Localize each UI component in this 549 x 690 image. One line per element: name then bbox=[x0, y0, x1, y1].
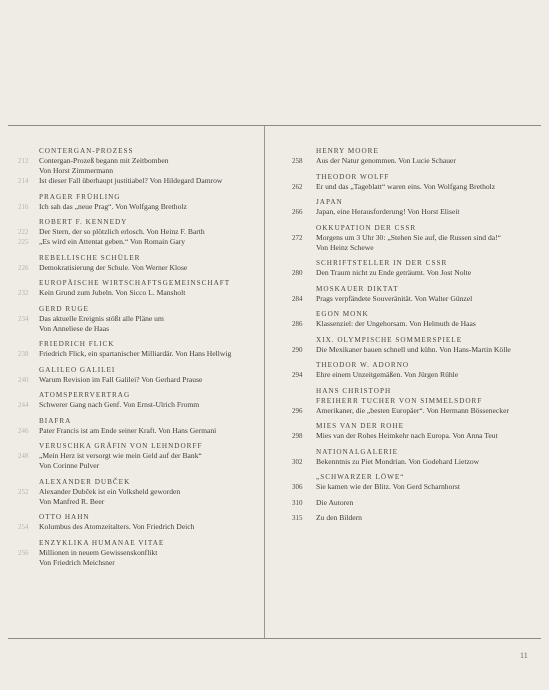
entry-text: Bekenntnis zu Piet Mondrian. Von Godehard Lietzow bbox=[316, 456, 480, 466]
page-ref: 280 bbox=[292, 269, 303, 277]
entry-heading: VERUSCHKA GRÄFIN VON LEHNDORFF bbox=[39, 442, 203, 450]
toc-entry bbox=[266, 513, 546, 523]
entry-text: Mies van der Rohes Heimkehr nach Europa. Von Anna Teut bbox=[316, 431, 498, 440]
entry-line bbox=[0, 288, 262, 298]
toc-entry bbox=[0, 477, 262, 507]
entry-text: Ist dieser Fall überhaupt justitiabel? Von Hildegard Damrow bbox=[39, 176, 223, 185]
page-ref: 248 bbox=[18, 452, 29, 460]
entry-line bbox=[0, 522, 262, 532]
toc-entry bbox=[266, 309, 546, 329]
entry-text: Das aktuelle Ereignis stößt alle Pläne um bbox=[39, 313, 164, 323]
page-ref bbox=[0, 166, 39, 176]
entry-line bbox=[0, 324, 262, 334]
entry-text: Amerikaner, die „besten Europäer“. Von Hermann Bössenecker bbox=[316, 405, 509, 415]
page-ref: 212 bbox=[18, 157, 29, 165]
toc-entry bbox=[266, 258, 546, 278]
toc-entry bbox=[0, 278, 262, 298]
entry-heading: PRAGER FRÜHLING bbox=[39, 192, 121, 201]
entry-text: Von Horst Zimmermann bbox=[39, 166, 114, 175]
entry-line bbox=[266, 268, 546, 278]
page-ref: 290 bbox=[292, 345, 303, 354]
toc-entry bbox=[266, 197, 546, 217]
page-ref: 216 bbox=[18, 202, 29, 211]
page-ref: 240 bbox=[18, 375, 29, 384]
toc-entry bbox=[266, 172, 546, 192]
page-ref: 256 bbox=[18, 548, 29, 557]
entry-text: Ich sah das „neue Prag“. Von Wolfgang Bretholz bbox=[39, 201, 187, 211]
entry-line bbox=[266, 345, 546, 355]
entry-line bbox=[266, 513, 546, 523]
entry-line bbox=[266, 243, 546, 253]
entry-text: Japan, eine Herausforderung! Von Horst Eliseit bbox=[316, 207, 460, 216]
entry-line bbox=[266, 319, 546, 329]
page-ref: 266 bbox=[292, 208, 303, 216]
page-ref: 296 bbox=[292, 406, 303, 415]
entry-heading: JAPAN bbox=[316, 198, 343, 206]
entry-text: Den Traum nicht zu Ende geträumt. Von Jost Nolte bbox=[316, 268, 472, 277]
column-divider bbox=[264, 126, 265, 638]
entry-text: Friedrich Flick, ein spartanischer Milliardär. Von Hans Hellwig bbox=[39, 349, 232, 358]
entry-heading-line2: FREIHERR TUCHER VON SIMMELSDORF bbox=[316, 396, 483, 405]
entry-line bbox=[0, 156, 262, 166]
toc-entry bbox=[266, 498, 546, 508]
entry-heading: HENRY MOORE bbox=[316, 147, 379, 155]
entry-text: Morgens um 3 Uhr 30: „Stehen Sie auf, die Russen sind da!“ bbox=[316, 232, 502, 242]
page-ref: 262 bbox=[292, 182, 303, 191]
entry-text: Der Stern, der so plötzlich erlosch. Von Heinz F. Barth bbox=[39, 227, 205, 236]
entry-heading: BIAFRA bbox=[39, 416, 72, 425]
entry-text: Schwerer Gang nach Genf. Von Ernst-Ulrich Fromm bbox=[39, 400, 200, 409]
entry-heading: FRIEDRICH FLICK bbox=[39, 340, 115, 348]
entry-line bbox=[266, 207, 546, 217]
entry-text: Contergan-Prozeß begann mit Zeitbomben bbox=[39, 156, 169, 165]
toc-entry bbox=[266, 146, 546, 166]
entry-heading: „SCHWARZER LÖWE“ bbox=[316, 473, 405, 481]
toc-entry bbox=[266, 335, 546, 355]
entry-text: Aus der Natur genommen. Von Lucie Schauer bbox=[316, 156, 456, 165]
entry-line bbox=[0, 375, 262, 385]
entry-line bbox=[0, 237, 262, 247]
page-ref: 302 bbox=[292, 457, 303, 466]
entry-line bbox=[266, 498, 546, 508]
entry-heading: THEODOR WOLFF bbox=[316, 172, 390, 181]
page-ref: 272 bbox=[292, 233, 303, 242]
entry-text: Die Mexikaner bauen schnell und kühn. Von Hans-Martin Kölle bbox=[316, 344, 511, 354]
toc-entry bbox=[266, 386, 546, 416]
entry-heading: NATIONALGALERIE bbox=[316, 447, 399, 456]
entry-heading: ROBERT F. KENNEDY bbox=[39, 218, 128, 226]
page-ref: 294 bbox=[292, 371, 303, 379]
toc-entry bbox=[0, 390, 262, 410]
entry-heading: EUROPÄISCHE WIRTSCHAFTSGEMEINSCHAFT bbox=[39, 279, 231, 287]
page-ref: 232 bbox=[18, 289, 29, 297]
entry-line bbox=[266, 406, 546, 416]
entry-text: Von Heinz Schewe bbox=[316, 242, 374, 252]
right-column bbox=[266, 146, 546, 529]
bottom-rule bbox=[8, 638, 541, 639]
entry-heading: EGON MONK bbox=[316, 310, 369, 318]
entry-line bbox=[266, 233, 546, 243]
entry-text: Zu den Bildern bbox=[316, 513, 362, 522]
entry-text: „Mein Herz ist versorgt wie mein Geld auf der Bank“ bbox=[39, 451, 202, 460]
entry-text: Prags verpfändete Souveränität. Von Walter Günzel bbox=[316, 293, 473, 303]
entry-heading: OTTO HAHN bbox=[39, 513, 90, 521]
entry-text: Die Autoren bbox=[316, 497, 354, 507]
page-ref: 306 bbox=[292, 483, 303, 491]
page-ref: 286 bbox=[292, 320, 303, 328]
toc-entry bbox=[0, 192, 262, 212]
page-ref bbox=[0, 497, 39, 507]
entry-heading: ALEXANDER DUBČEK bbox=[39, 477, 131, 486]
page-ref: 310 bbox=[292, 498, 303, 507]
entry-line bbox=[0, 314, 262, 324]
toc-entry bbox=[0, 253, 262, 273]
page-ref bbox=[0, 558, 39, 568]
toc-entry bbox=[0, 441, 262, 471]
page-ref bbox=[0, 461, 39, 471]
entry-text: „Es wird ein Attentat geben.“ Von Romain Gary bbox=[39, 237, 186, 246]
toc-entry bbox=[0, 538, 262, 568]
entry-heading: CONTERGAN-PROZESS bbox=[39, 147, 134, 155]
entry-line bbox=[266, 431, 546, 441]
entry-heading: XIX. OLYMPISCHE SOMMERSPIELE bbox=[316, 335, 463, 344]
entry-heading: MOSKAUER DIKTAT bbox=[316, 284, 399, 293]
entry-text: Pater Francis ist am Ende seiner Kraft. Von Hans Germani bbox=[39, 425, 217, 435]
page-ref: 225 bbox=[18, 238, 29, 246]
toc-entry bbox=[266, 421, 546, 441]
entry-line bbox=[0, 426, 262, 436]
entry-line bbox=[0, 487, 262, 497]
entry-line bbox=[0, 451, 262, 461]
entry-heading: THEODOR W. ADORNO bbox=[316, 361, 410, 369]
page-ref bbox=[266, 243, 316, 253]
entry-text: Von Manfred R. Beer bbox=[39, 496, 105, 506]
toc-entry bbox=[0, 217, 262, 247]
page-ref: 315 bbox=[292, 514, 303, 522]
entry-text: Warum Revision im Fall Galilei? Von Gerhard Prause bbox=[39, 374, 203, 384]
entry-line bbox=[266, 156, 546, 166]
page-ref bbox=[0, 324, 39, 334]
entry-text: Alexander Dubček ist ein Volksheld geworden bbox=[39, 486, 181, 496]
entry-line bbox=[0, 400, 262, 410]
entry-heading: HANS CHRISTOPH bbox=[316, 386, 392, 395]
entry-line bbox=[0, 558, 262, 568]
entry-heading: SCHRIFTSTELLER IN DER CSSR bbox=[316, 259, 448, 267]
page-ref: 214 bbox=[18, 177, 29, 185]
entry-heading: OKKUPATION DER CSSR bbox=[316, 223, 417, 232]
page-ref: 244 bbox=[18, 401, 29, 409]
entry-text: Kolumbus des Atomzeitalters. Von Friedrich Deich bbox=[39, 522, 195, 531]
top-rule bbox=[8, 125, 541, 126]
toc-entry bbox=[0, 512, 262, 532]
entry-heading: GALILEO GALILEI bbox=[39, 365, 116, 374]
entry-text: Von Friedrich Meichsner bbox=[39, 557, 115, 567]
entry-text: Klassenziel: der Ungehorsam. Von Helmuth de Haas bbox=[316, 319, 476, 328]
page-ref: 284 bbox=[292, 294, 303, 303]
entry-text: Millionen in neuem Gewissenskonflikt bbox=[39, 547, 158, 557]
entry-text: Demokratisierung der Schule. Von Werner Klose bbox=[39, 262, 188, 272]
entry-line bbox=[0, 349, 262, 359]
entry-line bbox=[0, 548, 262, 558]
entry-text: Kein Grund zum Jubeln. Von Sicco L. Mansholt bbox=[39, 288, 186, 297]
toc-entry bbox=[0, 416, 262, 436]
entry-text: Von Anneliese de Haas bbox=[39, 323, 110, 333]
entry-line bbox=[266, 370, 546, 380]
entry-line bbox=[266, 482, 546, 492]
toc-entry bbox=[266, 223, 546, 253]
page-ref: 246 bbox=[18, 426, 29, 435]
page-ref: 222 bbox=[18, 228, 29, 236]
entry-heading: REBELLISCHE SCHÜLER bbox=[39, 253, 141, 262]
entry-heading: GERD RUGE bbox=[39, 304, 89, 313]
page-ref: 258 bbox=[292, 157, 303, 165]
entry-heading: MIES VAN DER ROHE bbox=[316, 422, 405, 430]
entry-text: Sie kamen wie der Blitz. Von Gerd Scharnhorst bbox=[316, 482, 460, 491]
entry-line bbox=[0, 176, 262, 186]
entry-line bbox=[266, 457, 546, 467]
toc-entry bbox=[0, 339, 262, 359]
left-column bbox=[0, 146, 262, 573]
entry-line bbox=[0, 227, 262, 237]
entry-line bbox=[0, 166, 262, 176]
entry-line bbox=[0, 263, 262, 273]
page-ref: 252 bbox=[18, 487, 29, 496]
page-ref: 226 bbox=[18, 263, 29, 272]
entry-line bbox=[266, 294, 546, 304]
entry-line bbox=[0, 202, 262, 212]
toc-entry bbox=[0, 304, 262, 334]
entry-line bbox=[0, 497, 262, 507]
page-number: 11 bbox=[520, 651, 528, 660]
page-ref: 238 bbox=[18, 350, 29, 358]
page-ref: 234 bbox=[18, 314, 29, 323]
entry-text: Von Corinne Pulver bbox=[39, 461, 100, 470]
entry-heading: ATOMSPERRVERTRAG bbox=[39, 391, 131, 399]
toc-entry bbox=[0, 365, 262, 385]
entry-text: Ehre einem Unzeitgemäßen. Von Jürgen Rühle bbox=[316, 370, 459, 379]
toc-entry bbox=[266, 472, 546, 492]
entry-heading: ENZYKLIKA HUMANAE VITAE bbox=[39, 538, 165, 547]
toc-entry bbox=[266, 447, 546, 467]
toc-entry bbox=[266, 284, 546, 304]
entry-text: Er und das „Tageblatt“ waren eins. Von Wolfgang Bretholz bbox=[316, 181, 496, 191]
entry-line bbox=[0, 461, 262, 471]
page-ref: 254 bbox=[18, 523, 29, 531]
toc-entry bbox=[266, 360, 546, 380]
page-ref: 298 bbox=[292, 432, 303, 440]
toc-entry bbox=[0, 146, 262, 186]
entry-line bbox=[266, 182, 546, 192]
